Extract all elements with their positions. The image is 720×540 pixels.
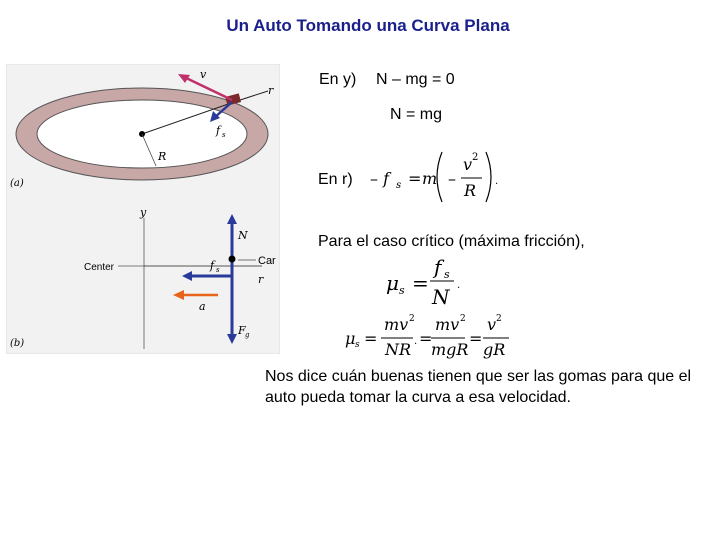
- Fg-sub: g: [245, 331, 250, 339]
- mu2-symbol: μ: [345, 329, 356, 348]
- fs-num-subscript: s: [444, 268, 450, 281]
- v-label: v: [200, 68, 207, 81]
- conclusion-text: Nos dice cuán buenas tienen que ser las gomas para que el auto pueda tomar la curva a esa velocidad.: [265, 368, 692, 406]
- fs-label-b: f: [210, 259, 215, 272]
- car-label: Car: [258, 255, 276, 267]
- mu-expanded-formula: [343, 310, 513, 360]
- Fg-label: F: [238, 324, 246, 337]
- trailing-dot: .: [495, 176, 499, 187]
- r-label-b: r: [258, 273, 264, 286]
- y-label: y: [140, 206, 147, 219]
- mu-formula: [384, 254, 474, 310]
- mu-subscript: s: [399, 284, 405, 297]
- v-numerator: v: [463, 155, 473, 174]
- dot-1: .: [414, 336, 418, 347]
- equals-sign: =: [408, 169, 422, 188]
- a-label: a: [199, 300, 206, 313]
- mv2-num-2: mv: [435, 315, 460, 334]
- left-paren: [437, 152, 442, 202]
- R-label: R: [158, 150, 167, 163]
- eq-3: =: [469, 329, 483, 348]
- panel-a-label: (a): [10, 178, 24, 189]
- car-point: [229, 256, 236, 263]
- center-label: Center: [84, 262, 115, 273]
- mass-m: m: [422, 169, 438, 188]
- v2-num-3: v: [487, 315, 497, 334]
- neg-fs: – f: [370, 169, 390, 188]
- panel-b-label: (b): [10, 338, 25, 349]
- circular-motion-figure: [6, 64, 280, 354]
- fs-sub-b: s: [216, 266, 220, 274]
- gR-den: gR: [483, 340, 506, 359]
- slide-title: Un Auto Tomando una Curva Plana: [226, 16, 510, 35]
- sq-2: 2: [460, 314, 466, 324]
- y-equation-2: N = mg: [390, 106, 443, 123]
- y-direction-label: En y): [319, 71, 357, 88]
- r-equation: [368, 146, 508, 208]
- fs-subscript: s: [396, 180, 402, 191]
- fs-label-a: f: [216, 124, 221, 137]
- mu-dot: .: [457, 280, 461, 291]
- mv2-num-1: mv: [384, 315, 409, 334]
- r-direction-label: En r): [318, 171, 353, 188]
- N-label: N: [238, 229, 248, 242]
- eq-1: =: [364, 329, 378, 348]
- fs-numerator: f: [434, 255, 442, 279]
- r-label: r: [268, 84, 274, 97]
- sq-3: 2: [496, 314, 502, 324]
- mu-equals: =: [412, 271, 429, 295]
- right-paren: [486, 152, 491, 202]
- N-denominator: N: [432, 285, 450, 309]
- NR-den: NR: [385, 340, 412, 359]
- mgR-den: mgR: [431, 340, 469, 359]
- mu-symbol: μ: [386, 271, 399, 295]
- minus-sign: –: [448, 169, 456, 188]
- critical-case-text: Para el caso crítico (máxima fricción),: [318, 233, 585, 250]
- v-squared: 2: [472, 152, 479, 163]
- mu2-subscript: s: [355, 340, 360, 350]
- fs-sub-a: s: [222, 131, 226, 139]
- R-denominator: R: [464, 181, 477, 200]
- sq-1: 2: [409, 314, 415, 324]
- eq-2: =: [419, 329, 433, 348]
- y-equation-1: N – mg = 0: [376, 71, 455, 88]
